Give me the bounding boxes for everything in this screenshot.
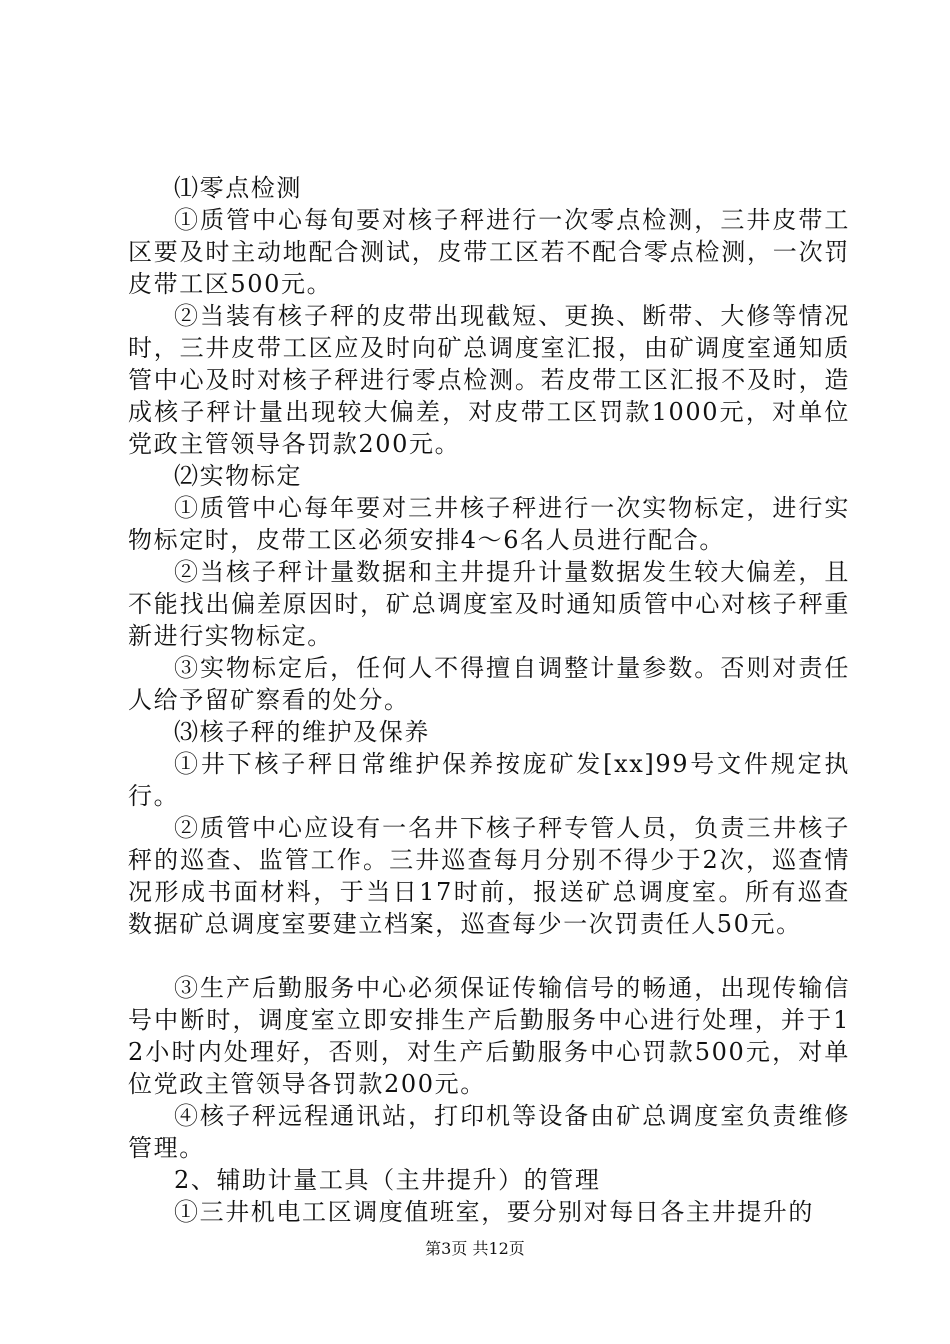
paragraph: ①质管中心每旬要对核子秤进行一次零点检测，三井皮带工区要及时主动地配合测试，皮带工区若不配合零点检测，一次罚皮带工区500元。 [128,206,850,298]
heading-maintenance: ⑶核子秤的维护及保养 [174,718,430,746]
paragraph: ①质管中心每年要对三井核子秤进行一次实物标定，进行实物标定时，皮带工区必须安排4～6名人员进行配合。 [128,494,850,554]
paragraph: ②质管中心应设有一名井下核子秤专管人员，负责三井核子秤的巡查、监管工作。三井巡查每月分别不得少于2次，巡查情况形成书面材料，于当日17时前，报送矿总调度室。所有巡查数据矿总调度室要建立档案，巡查每少一次罚责任人50元。 [128,814,850,938]
paragraph: ②当装有核子秤的皮带出现截短、更换、断带、大修等情况时，三井皮带工区应及时向矿总调度室汇报，由矿调度室通知质管中心及时对核子秤进行零点检测。若皮带工区汇报不及时，造成核子秤计量出现较大偏差，对皮带工区罚款1000元，对单位党政主管领导各罚款200元。 [128,302,850,458]
page-number: 第3页 共12页 [425,1239,525,1258]
paragraph: ③实物标定后，任何人不得擅自调整计量参数。否则对责任人给予留矿察看的处分。 [128,654,850,714]
paragraph: ①井下核子秤日常维护保养按庞矿发[xx]99号文件规定执行。 [128,750,850,810]
document-body [128,172,850,1228]
paragraph: ②当核子秤计量数据和主井提升计量数据发生较大偏差，且不能找出偏差原因时，矿总调度室及时通知质管中心对核子秤重新进行实物标定。 [128,558,850,650]
paragraph: ③生产后勤服务中心必须保证传输信号的畅通，出现传输信号中断时，调度室立即安排生产后勤服务中心进行处理，并于12小时内处理好，否则，对生产后勤服务中心罚款500元，对单位党政主管领导各罚款200元。 [128,974,850,1098]
heading-zero-point-detection: ⑴零点检测 [174,174,302,202]
heading-physical-calibration: ⑵实物标定 [174,462,302,490]
paragraph: ④核子秤远程通讯站，打印机等设备由矿总调度室负责维修管理。 [128,1102,850,1162]
paragraph: ①三井机电工区调度值班室，要分别对每日各主井提升的 [174,1198,814,1226]
heading-auxiliary-metering: 2、辅助计量工具（主井提升）的管理 [174,1166,601,1194]
